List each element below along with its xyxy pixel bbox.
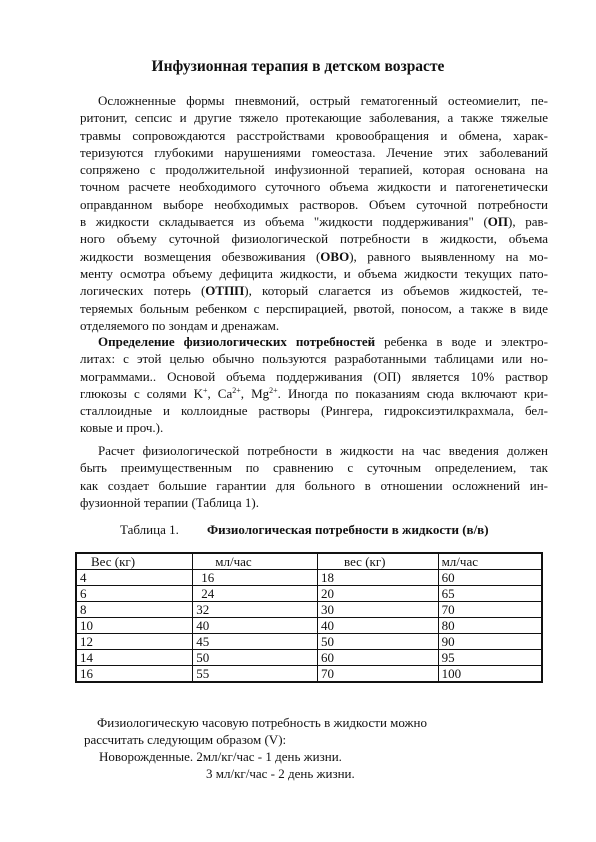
text-line: отделяемого по зондам и дренажам. xyxy=(80,317,280,333)
text-line: логических потерь (ОТПП), который слагается из объемов жидкостей, те- xyxy=(80,283,549,299)
paragraph-1 xyxy=(80,92,548,334)
table-row xyxy=(76,618,542,634)
table-cell: 60 xyxy=(318,650,439,666)
text-line: теряемых больным ребенком с перспирацией, рвотой, поносом, а также в виде xyxy=(80,300,548,316)
table-cell: 80 xyxy=(438,618,542,634)
table-row xyxy=(76,634,542,650)
table-row xyxy=(76,666,542,683)
table-cell: 6 xyxy=(76,586,193,602)
table-cell: 50 xyxy=(193,650,318,666)
table-cell: 30 xyxy=(318,602,439,618)
table-cell: 8 xyxy=(76,602,193,618)
header-ml-hour-2: мл/час xyxy=(438,553,542,570)
table-cell: 16 xyxy=(76,666,193,683)
table-cell: 65 xyxy=(438,586,542,602)
text-line: Расчет физиологической потребности в жидкости на час введения должен xyxy=(98,443,548,458)
text-line: в жидкости складывается из объема "жидкости поддерживания" (ОП), рав- xyxy=(80,214,548,230)
text-line: сталлоидные и коллоидные растворы (Рингера, гидроксиэтилкрахмала, бел- xyxy=(80,403,548,419)
text-line: оправданном выборе необходимых растворов. Объем суточной потребности xyxy=(80,196,548,212)
table-cell: 90 xyxy=(438,634,542,650)
table-cell: 10 xyxy=(76,618,193,634)
table-row xyxy=(76,650,542,666)
footer-line-1: Физиологическую часовую потребность в жидкости можно xyxy=(97,715,427,730)
footer-line-2: рассчитать следующим образом (V): xyxy=(84,732,287,747)
table-cell: 18 xyxy=(318,570,439,586)
abbr-otpp: ОТПП xyxy=(205,283,245,299)
text-line: ковые и проч.). xyxy=(80,420,164,436)
table-cell: 24 xyxy=(193,586,318,602)
table-cell: 20 xyxy=(318,586,439,602)
text-line: фузионной терапии (Таблица 1). xyxy=(80,494,259,510)
header-ml-hour-1: мл/час xyxy=(193,553,318,570)
table-cell: 55 xyxy=(193,666,318,683)
table-header-row xyxy=(76,553,542,570)
bold-lead: Определение физиологических потребностей xyxy=(98,334,376,349)
fluid-requirements-table xyxy=(75,552,543,683)
text-line: точном расчете необходимого суточного объема жидкости и патогенетически xyxy=(80,179,548,195)
table-cell: 95 xyxy=(438,650,542,666)
text-line: как создает большие гарантии для больного в отношении осложнений ин- xyxy=(80,477,548,493)
table-row xyxy=(76,586,542,602)
paragraph-3 xyxy=(80,442,548,511)
table-cell: 70 xyxy=(438,602,542,618)
paragraph-2 xyxy=(80,333,548,437)
text-line: менту осмотра объему дефицита жидкости, и объема жидкости текущих пато- xyxy=(80,265,548,281)
table-cell: 45 xyxy=(193,634,318,650)
table-cell: 70 xyxy=(318,666,439,683)
table-cell: 16 xyxy=(193,570,318,586)
text-line: Определение физиологических потребностей ребенка в воде и электро- xyxy=(98,334,548,349)
table-row xyxy=(76,570,542,586)
abbr-op: ОП xyxy=(487,214,509,230)
header-weight-1: Вес (кг) xyxy=(76,553,193,570)
text-line: жидкости возмещения обезвоживания (ОВО), равного выявленному на мо- xyxy=(80,248,548,264)
text-line: сопряжено с продолжительной инфузионной терапией, которая основана на xyxy=(80,162,548,178)
page-title: Инфузионная терапия в детском возрасте xyxy=(151,58,445,75)
table-caption-number: Таблица 1. xyxy=(120,522,179,537)
table-cell: 12 xyxy=(76,634,193,650)
text-line: ного объему суточной физиологической потребности в жидкости, объема xyxy=(80,231,548,247)
table-cell: 60 xyxy=(438,570,542,586)
text-line: глюкозы с солями K+, $Ca^{2+}$, $Mg^{2+}$. Иногда по показаниям сюда включают кри- xyxy=(80,385,548,401)
table-cell: 50 xyxy=(318,634,439,650)
text-line: ритонит, сепсис и другие тяжело протекающие заболевания, а также тяжелые xyxy=(80,110,548,126)
abbr-ovo: ОВО xyxy=(320,248,350,264)
header-weight-2: вес (кг) xyxy=(318,553,439,570)
text-line: теризуются глубокими нарушениями гомеостаза. Лечение этих заболеваний xyxy=(80,144,548,160)
text-line: литах: с этой целью обычно пользуются разработанными таблицами или но- xyxy=(80,351,548,367)
table-cell: 40 xyxy=(193,618,318,634)
table-cell: 14 xyxy=(76,650,193,666)
table-cell: 4 xyxy=(76,570,193,586)
footer-line-4: 3 мл/кг/час - 2 день жизни. xyxy=(206,766,355,781)
table-cell: 32 xyxy=(193,602,318,618)
footer-line-3: Новорожденные. 2мл/кг/час - 1 день жизни. xyxy=(99,749,342,764)
text-line: быть преимущественным по сравнению с суточным определением, так xyxy=(80,460,548,476)
text-line: травмы сопровождаются расстройствами кровообращения и обмена, харак- xyxy=(80,127,548,143)
table-row xyxy=(76,602,542,618)
table-caption-title: Физиологическая потребности в жидкости (в/в) xyxy=(207,522,489,537)
table-cell: 40 xyxy=(318,618,439,634)
text-line: мограммами.. Основой объема поддерживания (ОП) является 10% раствор xyxy=(80,368,548,384)
table-cell: 100 xyxy=(438,666,542,683)
text-line: Осложненные формы пневмоний, острый гематогенный остеомиелит, пе- xyxy=(98,93,548,108)
